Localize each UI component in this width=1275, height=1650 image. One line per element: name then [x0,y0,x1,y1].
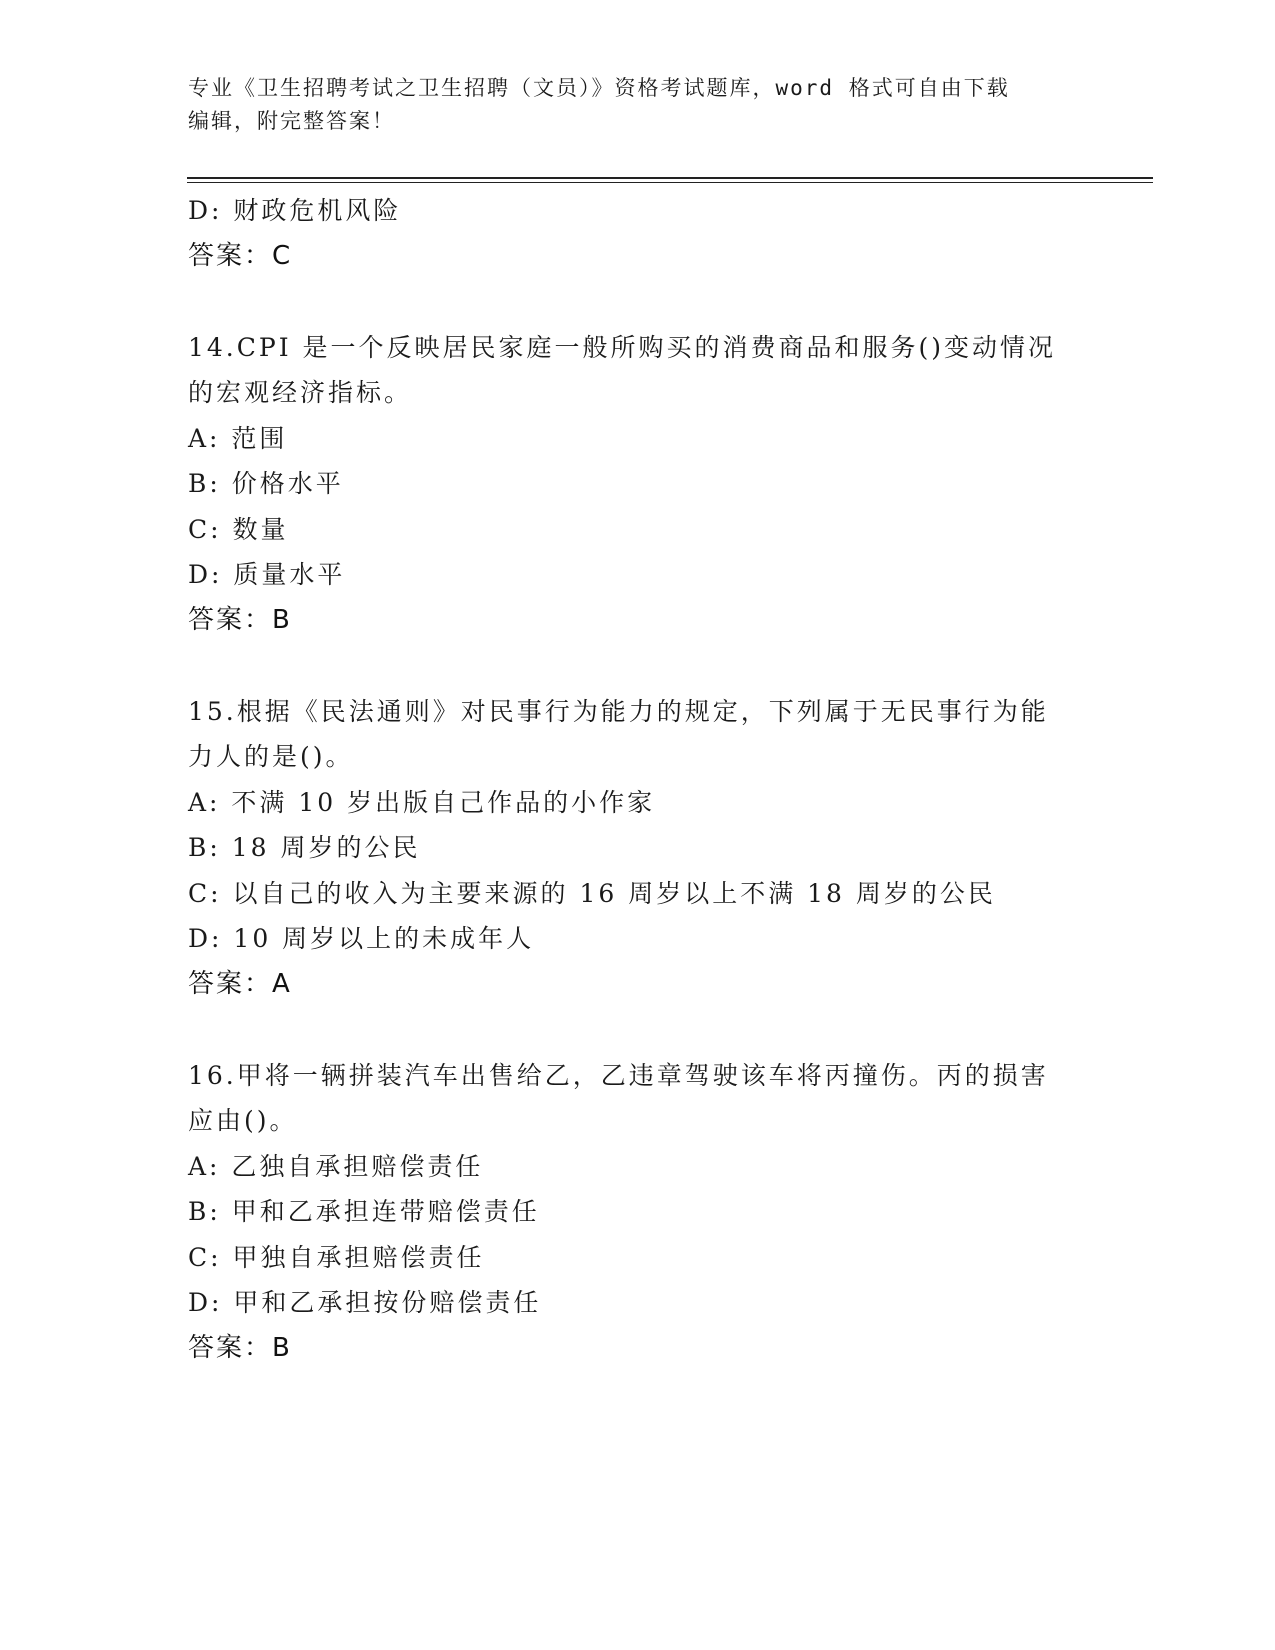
option-b: B: 价格水平 [188,469,344,498]
option-a: A: 不满 10 岁出版自己作品的小作家 [188,787,656,817]
question-text-line-2: 的宏观经济指标。 [188,378,413,407]
question-text-line-1: 14.CPI 是一个反映居民家庭一般所购买的消费商品和服务()变动情况 [188,332,1057,362]
header-line-2: 编辑，附完整答案！ [188,109,395,133]
question-14 [188,325,1088,644]
option-b: B: 18 周岁的公民 [188,833,421,862]
option-d: D: 10 周岁以上的未成年人 [188,924,535,953]
question-text-line-2: 力人的是()。 [188,742,354,771]
option-c: C: 数量 [188,514,289,544]
question-content [188,188,1088,1371]
answer-line: 答案：A [188,968,292,999]
question-text-line-1: 16.甲将一辆拼装汽车出售给乙，乙违章驾驶该车将丙撞伤。丙的损害 [188,1060,1049,1090]
header-divider-thin [187,182,1153,183]
spacer [188,1007,1088,1053]
answer-line: 答案：B [188,1332,292,1363]
option-d: D: 质量水平 [188,560,346,589]
spacer [188,643,1088,689]
question-text-line-2: 应由()。 [188,1106,298,1135]
header-divider-thick [187,177,1153,179]
header-line-1: 专业《卫生招聘考试之卫生招聘（文员）》资格考试题库，word 格式可自由下载 [188,76,1010,100]
question-16 [188,1053,1088,1372]
answer-line: 答案：C [188,240,293,271]
option-a: A: 范围 [188,423,288,453]
option-d: D: 甲和乙承担按份赔偿责任 [188,1288,542,1317]
option-b: B: 甲和乙承担连带赔偿责任 [188,1197,540,1226]
document-header [188,72,1078,138]
question-text-line-1: 15.根据《民法通则》对民事行为能力的规定，下列属于无民事行为能 [188,696,1049,726]
previous-question-tail [188,188,1088,279]
answer-line: 答案：B [188,604,292,635]
option-a: A: 乙独自承担赔偿责任 [188,1151,484,1181]
question-15 [188,689,1088,1008]
option-c: C: 以自己的收入为主要来源的 16 周岁以上不满 18 周岁的公民 [188,878,996,908]
option-d: D: 财政危机风险 [188,196,402,225]
spacer [188,279,1088,325]
option-c: C: 甲独自承担赔偿责任 [188,1242,485,1272]
